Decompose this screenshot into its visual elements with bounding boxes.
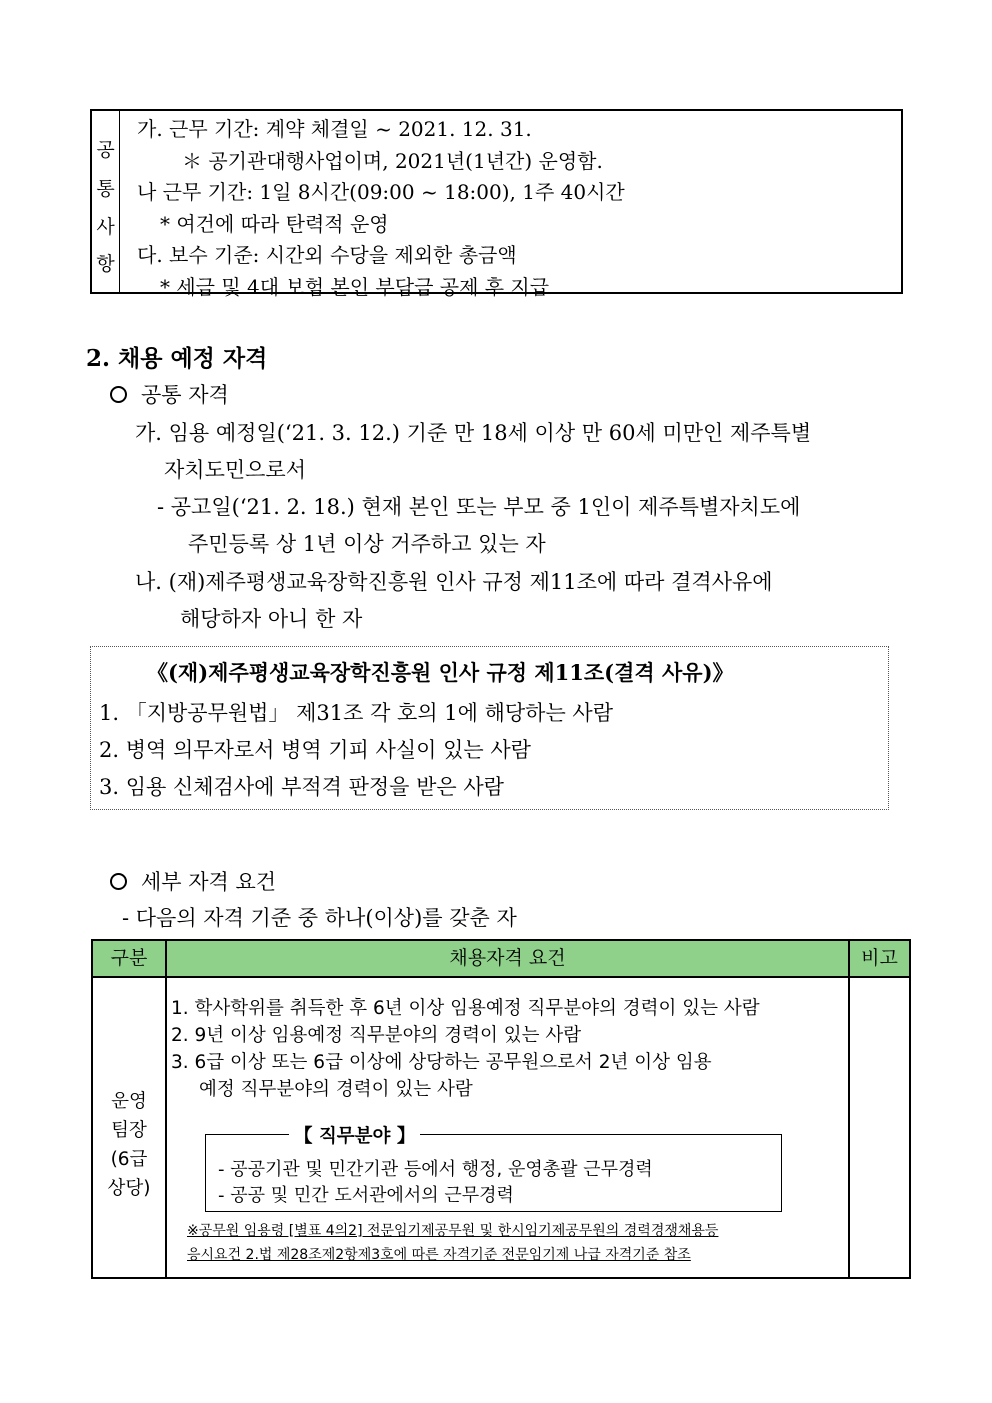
side-label-char: 통 xyxy=(96,178,115,200)
qualification-sub-line1: - 공고일(‘21. 2. 18.) 현재 본인 또는 부모 중 1인이 제주특별자치도에 xyxy=(157,495,801,519)
common-qualification-heading xyxy=(110,379,229,409)
circle-bullet-icon xyxy=(110,386,127,403)
common-line: 다. 보수 기준: 시간외 수당을 제외한 총금액 xyxy=(137,243,517,267)
table-column-divider xyxy=(848,941,850,1277)
common-line: ＊ 공기관대행사업이며, 2021년(1년간) 운영함. xyxy=(182,149,603,173)
category-line: (6급 xyxy=(110,1149,148,1170)
table-note-line1: ※공무원 임용령 [별표 4의2] 전문임기제공무원 및 한시임기제공무원의 경력경쟁채용등 xyxy=(187,1223,719,1239)
circle-bullet-icon xyxy=(110,873,127,890)
category-line: 운영 xyxy=(111,1091,147,1112)
section-title: 2. 채용 예정 자격 xyxy=(86,345,268,372)
regulation-box xyxy=(90,646,889,810)
qualification-table xyxy=(91,939,911,1279)
detail-qualification-heading xyxy=(110,866,276,896)
detail-qualification-sub: - 다음의 자격 기준 중 하나(이상)를 갖춘 자 xyxy=(122,906,517,930)
side-label-char: 사 xyxy=(96,216,115,238)
table-header-requirements: 채용자격 요건 xyxy=(449,947,566,969)
requirement-item-continued: 예정 직무분야의 경력이 있는 사람 xyxy=(199,1079,473,1100)
job-field-item: - 공공기관 및 민간기관 등에서 행정, 운영총괄 근무경력 xyxy=(218,1159,653,1180)
regulation-title: 《(재)제주평생교육장학진흥원 인사 규정 제11조(결격 사유)》 xyxy=(147,660,734,685)
common-qualification-label: 공통 자격 xyxy=(141,383,229,407)
detail-qualification-label: 세부 자격 요건 xyxy=(141,870,277,894)
category-line: 팀장 xyxy=(111,1120,147,1141)
requirement-item: 2. 9년 이상 임용예정 직무분야의 경력이 있는 사람 xyxy=(171,1025,582,1046)
common-line: 가. 근무 기간: 계약 체결일 ~ 2021. 12. 31. xyxy=(137,117,532,141)
job-field-title: 【 직무분야 】 xyxy=(289,1122,420,1148)
common-line: * 세금 및 4대 보험 본인 부담금 공제 후 지급 xyxy=(160,275,550,299)
qualification-item-na-line1: 나. (재)제주평생교육장학진흥원 인사 규정 제11조에 따라 결격사유에 xyxy=(135,570,773,594)
common-items-side-label xyxy=(92,111,120,292)
qualification-item-ga-line1: 가. 임용 예정일(‘21. 3. 12.) 기준 만 18세 이상 만 60세 미만인 제주특별 xyxy=(135,421,812,445)
side-label-char: 공 xyxy=(96,139,115,161)
common-line: * 여건에 따라 탄력적 운영 xyxy=(160,212,389,236)
regulation-item: 1. 「지방공무원법」 제31조 각 호의 1에 해당하는 사람 xyxy=(99,701,613,725)
common-line: 나 근무 기간: 1일 8시간(09:00 ~ 18:00), 1주 40시간 xyxy=(137,180,625,204)
category-line: 상당) xyxy=(107,1178,151,1199)
requirement-item: 1. 학사학위를 취득한 후 6년 이상 임용예정 직무분야의 경력이 있는 사람 xyxy=(171,998,760,1019)
regulation-item: 2. 병역 의무자로서 병역 기피 사실이 있는 사람 xyxy=(99,738,531,762)
side-label-char: 항 xyxy=(96,253,115,275)
table-header-category: 구분 xyxy=(110,947,148,969)
table-column-divider xyxy=(165,941,167,1277)
qualification-sub-line2: 주민등록 상 1년 이상 거주하고 있는 자 xyxy=(188,532,546,556)
qualification-item-ga-line2: 자치도민으로서 xyxy=(164,458,307,482)
table-note-line2: 응시요건 2.법 제28조제2항제3호에 따른 자격기준 전문임기제 나급 자격기준 참조 xyxy=(187,1247,691,1263)
qualification-item-na-line2: 해당하자 아니 한 자 xyxy=(180,607,363,631)
job-field-item: - 공공 및 민간 도서관에서의 근무경력 xyxy=(218,1185,514,1206)
table-header-remark: 비고 xyxy=(861,947,898,969)
common-items-box xyxy=(90,109,903,299)
requirement-item: 3. 6급 이상 또는 6급 이상에 상당하는 공무원으로서 2년 이상 임용 xyxy=(171,1052,712,1073)
job-field-box xyxy=(205,1126,782,1212)
table-category-cell xyxy=(93,1087,165,1203)
regulation-item: 3. 임용 신체검사에 부적격 판정을 받은 사람 xyxy=(99,775,504,799)
